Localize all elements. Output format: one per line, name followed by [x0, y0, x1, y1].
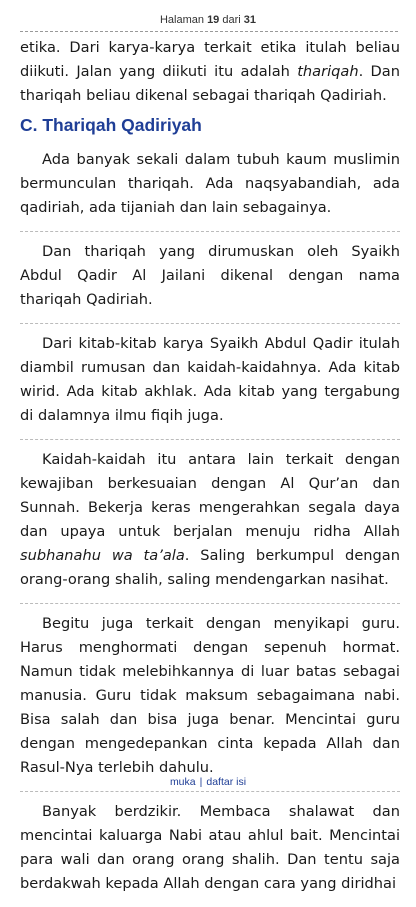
header-divider — [20, 31, 398, 32]
total-pages-number: 31 — [243, 14, 257, 26]
paragraph-4-italic: subhanahu wa ta’ala — [20, 547, 185, 564]
current-page-number: 19 — [207, 14, 220, 26]
paragraph-divider — [20, 323, 400, 324]
intro-text-2: . Dan thariqah beliau dikenal sebagai thariqah Qadiriah. — [20, 63, 400, 104]
paragraph-divider — [20, 231, 400, 232]
intro-text-1: etika. Dari karya-karya terkait etika itulah beliau diikuti. Jalan yang diikuti itu adalah — [20, 39, 400, 80]
paragraph-divider — [20, 439, 400, 440]
page-of-label: dari — [222, 14, 241, 26]
table-of-contents-link[interactable]: daftar isi — [206, 776, 247, 788]
paragraph-2: Dan thariqah yang dirumuskan oleh Syaikh Abdul Qadir Al Jailani dikenal dengan nama thariqah Qadiriah. — [20, 243, 400, 308]
paragraph-5: Begitu juga terkait dengan menyikapi guru. Harus menghormati dengan sepenuh hormat. Namun tidak melebihkannya di luar batas sebagai manusia. Guru tidak maksum sebagaimana nabi. Bisa salah dan bisa juga benar. Mencintai guru dengan mengedepankan cinta kepada Allah dan Rasul-Nya terlebih dahulu. — [20, 615, 400, 776]
footer-nav — [0, 776, 416, 788]
page-label: Halaman — [159, 14, 204, 26]
paragraph-4 — [20, 448, 400, 592]
footer-separator: | — [199, 776, 203, 788]
paragraph-3: Dari kitab-kitab karya Syaikh Abdul Qadir itulah diambil rumusan dan kaidah-kaidahnya. Ada kitab wirid. Ada kitab akhlak. Ada kitab yang tergabung di dalamnya ilmu fiqih juga. — [20, 335, 400, 424]
paragraph-4-text-2: . Saling berkumpul dengan orang-orang shalih, saling mendengarkan nasihat. — [20, 547, 400, 588]
section-heading: C. Thariqah Qadiriyah — [20, 115, 202, 135]
home-link[interactable]: muka — [169, 776, 196, 788]
paragraph-4-text-1: Kaidah-kaidah itu antara lain terkait dengan kewajiban berkesuaian dengan Al Qur’an dan Sunnah. Bekerja keras mengerahkan segala daya dan upaya untuk berjalan menuju ridha Allah — [20, 451, 400, 540]
paragraph-divider — [20, 791, 400, 792]
paragraph-divider — [20, 603, 400, 604]
paragraph-6: Banyak berdzikir. Membaca shalawat dan mencintai kaluarga Nabi atau ahlul bait. Mencintai para wali dan orang orang shalih. Dan tentu saja berdakwah kepada Allah dengan cara yang diridhai — [20, 803, 400, 892]
page-indicator — [0, 14, 416, 26]
intro-paragraph — [20, 36, 400, 108]
intro-italic-term: thariqah — [297, 63, 359, 80]
paragraph-1: Ada banyak sekali dalam tubuh kaum muslimin bermunculan thariqah. Ada naqsyabandiah, ada qadiriah, ada tijaniah dan lain sebagainya. — [20, 151, 400, 216]
